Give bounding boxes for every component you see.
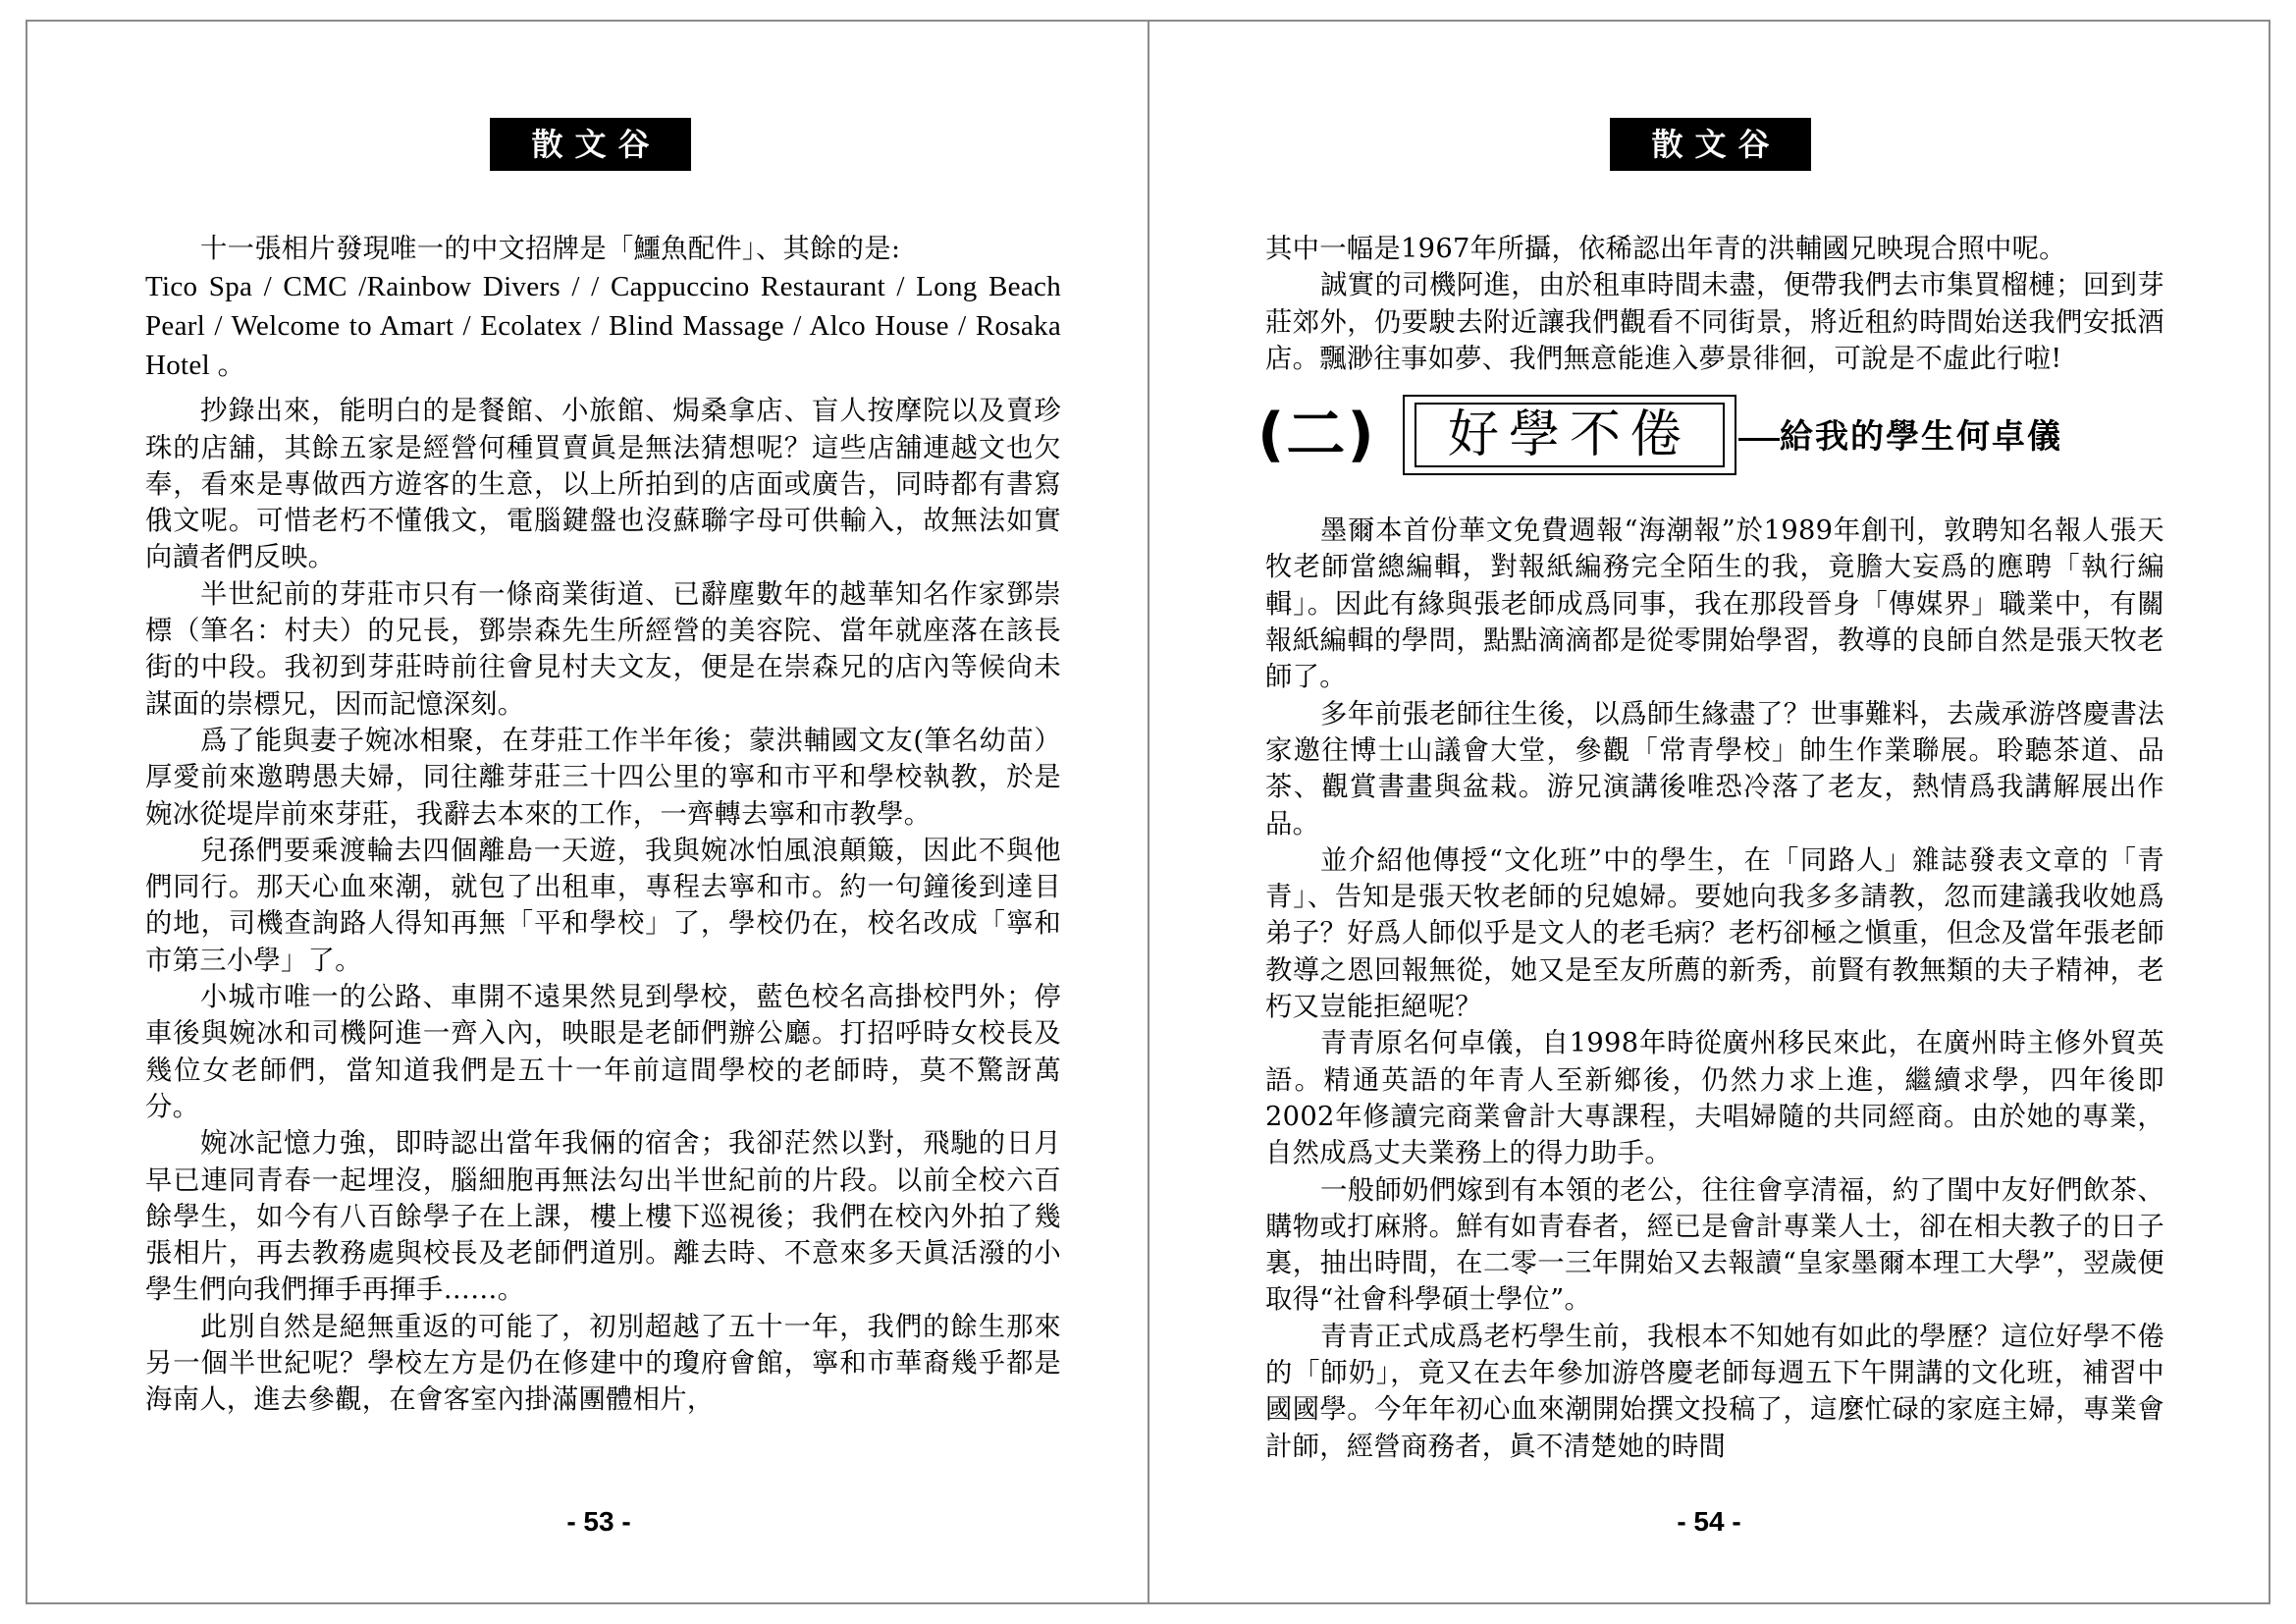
section-number: (二) <box>1257 401 1376 470</box>
paragraph: 小城市唯一的公路、車開不遠果然見到學校，藍色校名高掛校門外；停車後與婉冰和司機阿進一齊入內，映眼是老師們辦公廳。打招呼時女校長及幾位女老師們，當知道我們是五十一年前這間學校的老師時，莫不驚訝萬分。 <box>145 982 1061 1122</box>
paragraph: 誠實的司機阿進，由於租車時間未盡，便帶我們去市集買榴槤；回到芽莊郊外，仍要駛去附近讓我們觀看不同街景，將近租約時間始送我們安抵酒店。飄渺往事如夢、我們無意能進入夢景徘徊，可說是不虛此行啦! <box>1265 270 2164 374</box>
section-dash <box>1738 438 1780 441</box>
right-body-text <box>1257 231 2164 1465</box>
paragraph-english-list: Tico Spa / CMC /Rainbow Divers / / Cappuccino Restaurant / Long Beach Pearl / Welcome to Amart / Ecolatex / Blind Massage / Alco House / Rosaka Hotel 。 <box>145 271 1061 382</box>
page-number-right: - 54 - <box>1677 1506 1741 1537</box>
paragraph: 半世紀前的芽莊市只有一條商業街道、已辭塵數年的越華知名作家鄧崇標（筆名：村夫）的兄長，鄧崇森先生所經營的美容院、當年就座落在該長街的中段。我初到芽莊時前往會見村夫文友，便是在崇森兄的店內等候尙未謀面的崇標兄，因而記憶深刻。 <box>145 578 1061 720</box>
paragraph: 十一張相片發現唯一的中文招牌是「鱷魚配件」、其餘的是: <box>200 234 901 264</box>
paragraph: 墨爾本首份華文免費週報“海潮報”於1989年創刊，敦聘知名報人張天牧老師當總編輯，對報紙編務完全陌生的我，竟膽大妄爲的應聘「執行編輯」。因此有緣與張老師成爲同事，我在那段晉身「傳媒界」職業中，有關報紙編輯的學問，點點滴滴都是從零開始學習，教導的良師自然是張天牧老師了。 <box>1265 515 2164 693</box>
paragraph: 並介紹他傳授“文化班”中的學生，在「同路人」雜誌發表文章的「青青」、告知是張天牧老師的兒媳婦。要她向我多多請教，忽而建議我收她爲弟子？好爲人師似乎是文人的老毛病？老朽卻極之愼重，但念及當年張老師教導之恩回報無從，她又是至友所薦的新秀，前賢有教無類的夫子精神，老朽又豈能拒絕呢？ <box>1265 844 2164 1023</box>
section-title-box <box>1403 395 1736 475</box>
section-title: 好學不倦 <box>1415 403 1725 467</box>
left-body-text <box>145 231 1061 1419</box>
paragraph: 婉冰記憶力強，即時認出當年我倆的宿舍；我卻茫然以對，飛馳的日月早已連同青春一起埋沒，腦細胞再無法勾出半世紀前的片段。以前全校六百餘學生，如今有八百餘學子在上課，樓上樓下巡視後；我們在校內外拍了幾張相片，再去教務處與校長及老師們道別。離去時、不意來多天眞活潑的小學生們向我們揮手再揮手……。 <box>145 1128 1061 1306</box>
right-page <box>1149 20 2270 1604</box>
paragraph: 其中一幅是1967年所攝，依稀認出年青的洪輔國兄映現合照中呢。 <box>1265 234 2066 264</box>
paragraph: 抄錄出來，能明白的是餐館、小旅館、焗桑拿店、盲人按摩院以及賣珍珠的店舖，其餘五家是經營何種買賣眞是無法猜想呢？這些店舖連越文也欠奉，看來是專做西方遊客的生意，以上所拍到的店面或廣告，同時都有書寫俄文呢。可惜老朽不懂俄文，電腦鍵盤也沒蘇聯字母可供輸入，故無法如實向讀者們反映。 <box>145 396 1061 573</box>
paragraph: 一般師奶們嫁到有本領的老公，往往會享清福，約了閨中友好們飲茶、購物或打麻將。鮮有如青春者，經已是會計專業人士，卻在相夫教子的日子裏，抽出時間，在二零一三年開始又去報讀“皇家墨爾本理工大學”，翌歲便取得“社會科學碩士學位”。 <box>1265 1174 2164 1316</box>
paragraph: 青青正式成爲老朽學生前，我根本不知她有如此的學歷？這位好學不倦的「師奶」，竟又在去年參加游啓慶老師每週五下午開講的文化班，補習中國國學。今年年初心血來潮開始撰文投稿了，這麼忙碌的家庭主婦，專業會計師，經營商務者，眞不清楚她的時間 <box>1265 1321 2164 1462</box>
paragraph: 多年前張老師往生後，以爲師生緣盡了？世事難料，去歲承游啓慶書法家邀往博士山議會大堂，參觀「常青學校」帥生作業聯展。聆聽茶道、品茶、觀賞書畫與盆栽。游兄演講後唯恐冷落了老友，熱情爲我講解展出作品。 <box>1265 698 2164 839</box>
paragraph: 此別自然是絕無重返的可能了，初別超越了五十一年，我們的餘生那來另一個半世紀呢？學校左方是仍在修建中的瓊府會館，寧和市華裔幾乎都是海南人，進去參觀，在會客室內掛滿團體相片， <box>145 1311 1061 1416</box>
page-number-left: - 53 - <box>566 1506 631 1537</box>
paragraph: 爲了能與妻子婉冰相聚，在芽莊工作半年後；蒙洪輔國文友(筆名幼苗）厚愛前來邀聘愚夫婦，同往離芽莊三十四公里的寧和市平和學校執教，於是婉冰從堤岸前來芽莊，我辭去本來的工作，一齊轉去寧和市教學。 <box>145 725 1061 830</box>
right-header-badge: 散文谷 <box>1610 118 1811 171</box>
section-heading <box>1257 395 2164 483</box>
paragraph: 青青原名何卓儀，自1998年時從廣州移民來此，在廣州時主修外貿英語。精通英語的年青人至新鄉後，仍然力求上進，繼續求學，四年後即2002年修讀完商業會計大專課程，夫唱婦隨的共同經商。由於她的專業，自然成爲丈夫業務上的得力助手。 <box>1265 1028 2164 1169</box>
section-subtitle: 給我的學生何卓儀 <box>1780 417 2062 458</box>
left-header-badge: 散文谷 <box>490 118 691 171</box>
paragraph: 兒孫們要乘渡輪去四個離島一天遊，我與婉冰怕風浪顛簸，因此不與他們同行。那天心血來潮，就包了出租車，專程去寧和市。約一句鐘後到達目的地，司機查詢路人得知再無「平和學校」了，學校仍在，校名改成「寧和市第三小學」了。 <box>145 835 1061 976</box>
left-page <box>26 20 1148 1604</box>
